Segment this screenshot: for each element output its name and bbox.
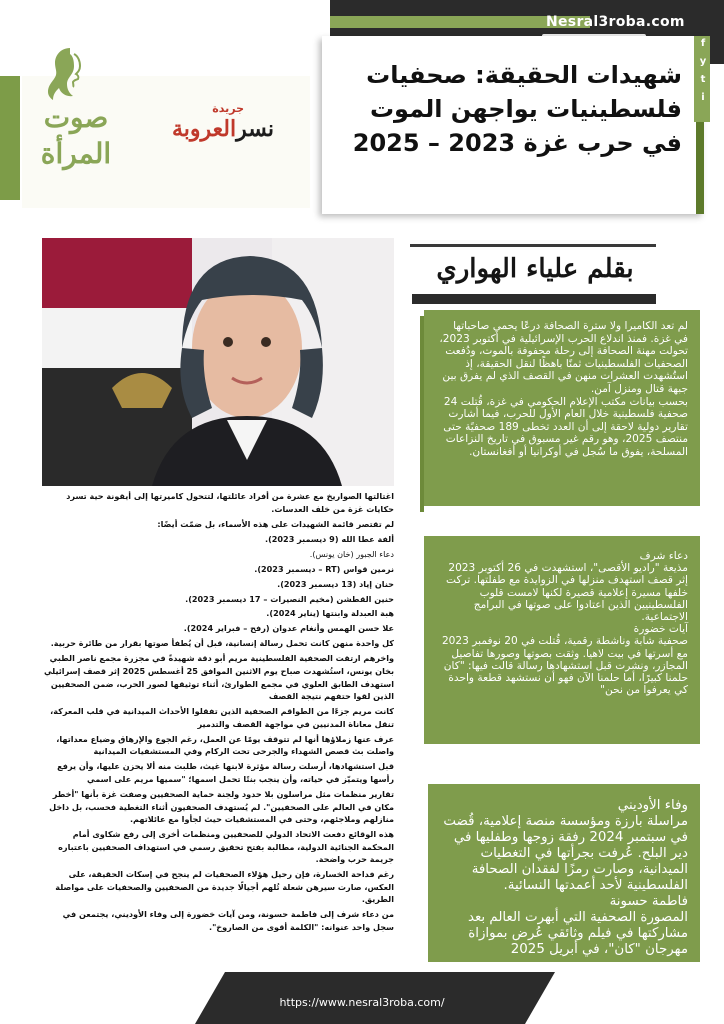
body-paragraph: قبل استشهادها، أرسلت رسالة مؤثرة لابنها غيث، طلبت منه ألا يحزن عليها، وأن يرفع رأسها ويتميّز في حياته، وأن ينجب بنتًا تحمل اسمها؛ "سميها مريم على اسمي — [57, 761, 394, 784]
profile-text: مراسلة بارزة ومؤسسة منصة إعلامية، قُضت في سبتمبر 2024 رفقة زوجها وطفليها في دير البلح. عُرفت بجرأتها في التغطيات الميدانية، وصارت رمزًا لفقدان الصحافة الفلسطينية لأحد أعمدتها النسائية. — [443, 814, 688, 893]
body-paragraph: حنان إياد (13 ديسمبر 2023). — [277, 578, 394, 589]
profile-name: دعاء شرف — [639, 550, 688, 562]
body-paragraph: رغم فداحة الخسارة، فإن رحيل هؤلاء الصحفيات لم ينجح في إسكات الحقيقة، على العكس، صارت سيرهن شعلة تُلهم أجيالًا جديدة من الصحفيين والصحفيات على مواصلة الطريق. — [55, 869, 394, 905]
profile-text: المصورة الصحفية التي أبهرت العالم بعد مشاركتها في فيلم وثائقي عُرض بموازاة مهرجان "كان"، في أبريل 2025 — [467, 910, 688, 957]
body-paragraph: لم تقتصر قائمة الشهيدات على هذه الأسماء، بل ضمّت أيضًا: — [157, 518, 394, 529]
article-body — [40, 490, 394, 970]
body-paragraph: هذه الوقائع دفعت الاتحاد الدولي للصحفيين ومنظمات أخرى إلى رفع شكاوى أمام المحكمة الجنائية الدولية، مطالبة بفتح تحقيق رسمي في استهداف الصحفيين باعتباره جريمة حرب واضحة. — [58, 829, 394, 865]
body-paragraph: دعاء الجبور (خان يونس). — [309, 548, 394, 559]
body-paragraph: عرف عنها زملاؤها أنها لم تتوقف يومًا عن العمل، رغم الجوع والإرهاق وضياع معداتها، واصلت بث قصص الشهداء والجرحى تحت الركام وفي المستشفيات الميدانية — [56, 733, 394, 757]
profile-text: مذيعة "راديو الأقصى"، استشهدت في 26 أكتوبر 2023 إثر قصف استهدف منزلها في الزوايدة مع طفلتها. تركت خلفها مسيرة إعلامية قصيرة لكنها لامست قلوب الفلسطينيين الذين اعتادوا على صوتها في البرامج الاجتماعية. — [446, 562, 688, 624]
profile-name: وفاء الأوديني — [617, 798, 688, 813]
footer-url[interactable]: https://www.nesral3roba.com/ — [279, 996, 445, 1009]
body-paragraph: ألفة عطا الله (9 ديسمبر 2023). — [265, 533, 394, 544]
profile-text: صحفية شابة وناشطة رقمية، قُتلت في 20 نوفمبر 2023 مع أسرتها في بيت لاهيا. وثقت بصوتها وصورها تفاصيل المجازر، ونشرت قبل استشهادها رسالة قالت فيها: "كان حلمنا كبيرًا، أما حلمنا الآن فهو أن نستشهد قطعة واحدة كي يعرفوا من نحن" — [441, 635, 688, 697]
intro-paragraph: لم تعد الكاميرا ولا سترة الصحافة درعًا يحمي صاحباتها في غزة. فمنذ اندلاع الحرب الإسرائيلية في أكتوبر 2023، تحولت مهنة الصحافة إلى رحلة محفوفة بالموت، ودُفعت الصحفيات الفلسطينيات ثمنًا باهظًا لنقل الحقيقة، إذ استُشهدت العشرات منهن في القصف الذي لم يفرق بين جبهة قتال ومنزل آمن. — [439, 320, 688, 395]
body-paragraph: من دعاء شرف إلى فاطمة حسونة، ومن آيات خضورة إلى وفاء الأوديني، يجتمعن في سجل واحد عنوانه: "الكلمة أقوى من الصاروخ". — [62, 909, 394, 933]
magazine-title-line2: المرأة — [40, 137, 112, 170]
body-paragraph: تقارير منظمات مثل مراسلون بلا حدود ولجنة حماية الصحفيين وصفت غزة بأنها "أخطر مكان في العالم على الصحفيين". لم يُستهدف الصحفيون أثناء التغطية فحسب، بل داخل منازلهم وملاجئهم، وحتى في المستشفيات حيث لجأوا مع عائلاتهم. — [49, 788, 394, 825]
site-name[interactable]: Nesral3roba.com — [546, 14, 685, 30]
journalist-photo — [42, 238, 394, 486]
body-paragraph: نرمين قواس (RT – ديسمبر 2023). — [254, 563, 394, 574]
woman-silhouette-icon — [36, 42, 96, 102]
twitter-icon[interactable]: t — [700, 74, 706, 85]
profiles-box-1 — [424, 536, 700, 744]
newspaper-logo[interactable] — [152, 104, 274, 148]
article-title: شهيدات الحقيقة: صحفيات فلسطينيات يواجهن الموت في حرب غزة 2023 – 2025 — [352, 61, 682, 157]
youtube-icon[interactable]: y — [699, 56, 707, 67]
body-paragraph: حنين القطشن (مخيم النصيرات – 17 ديسمبر 2023). — [185, 593, 394, 604]
newspaper-name: نسرالعروبة — [172, 116, 274, 142]
body-paragraph: كل واحدة منهن كانت تحمل رسالة إنسانية، قبل أن يُطفأ صوتها بقرار من طائرة حربية. — [50, 638, 394, 649]
instagram-icon[interactable]: i — [701, 92, 705, 103]
author-byline: بقلم علياء الهواري — [436, 254, 634, 284]
intro-box — [424, 310, 700, 506]
profile-name: آيات خضورة — [633, 623, 688, 636]
journalist-portrait-illustration — [42, 238, 394, 486]
body-paragraph: اغتالتها الصواريخ مع عشرة من أفراد عائلتها، لتتحول كاميرتها إلى أيقونة حية تسرد حكايات غزة من خلف العدسات. — [66, 491, 394, 514]
author-underline — [412, 294, 656, 304]
author-divider — [410, 244, 656, 247]
body-paragraph: علا حسن الهمس وأنغام عدوان (رفح – فبراير 2024). — [183, 623, 394, 634]
left-accent-bar — [0, 76, 20, 200]
footer — [0, 978, 724, 1024]
body-paragraph: واخرهم ارتقت الصحفية الفلسطينية مريم أبو دقة شهيدةً في مجزرة مجمع ناصر الطبي بخان يونس، استُشهدت صباح يوم الاثنين الموافق 25 أغسطس 2025 إثر قصف إسرائيلي استهدف الطابق العلوي في مجمع الطوارئ، أثناء توثيقها لصور الحرب، ضمن الصحفيين الذين لقوا حتفهم نتيجة القصف — [43, 653, 394, 702]
body-paragraph: كانت مريم جزءًا من الطواقم الصحفية الذين تفقلوا الأحداث الميدانية في قلب المعركة، تنقل معاناة المدنيين في مواجهة القصف والتدمير — [50, 706, 394, 729]
facebook-icon[interactable]: f — [700, 38, 706, 49]
title-box — [322, 36, 704, 214]
magazine-title-line1: صوت — [43, 101, 109, 134]
profiles-box-2 — [428, 784, 700, 962]
social-links — [696, 38, 710, 104]
newspaper-label: جريدة — [212, 102, 244, 115]
intro-paragraph: بحسب بيانات مكتب الإعلام الحكومي في غزة، قُتلت 24 صحفية فلسطينية خلال العام الأول للحرب، فيما أشارت تقارير دولية لاحقة إلى أن العدد تخطى 189 صحفيًة حتى منتصف 2025، وهو رقم غير مسبوق في تاريخ النزاعات المسلحة، يفوق ما سُجل في أوكرانيا أو أفغانستان. — [443, 395, 688, 458]
body-paragraph: هبة العبدلة وابنتها (يناير 2024). — [266, 608, 394, 619]
profile-name: فاطمة حسونة — [609, 894, 688, 909]
